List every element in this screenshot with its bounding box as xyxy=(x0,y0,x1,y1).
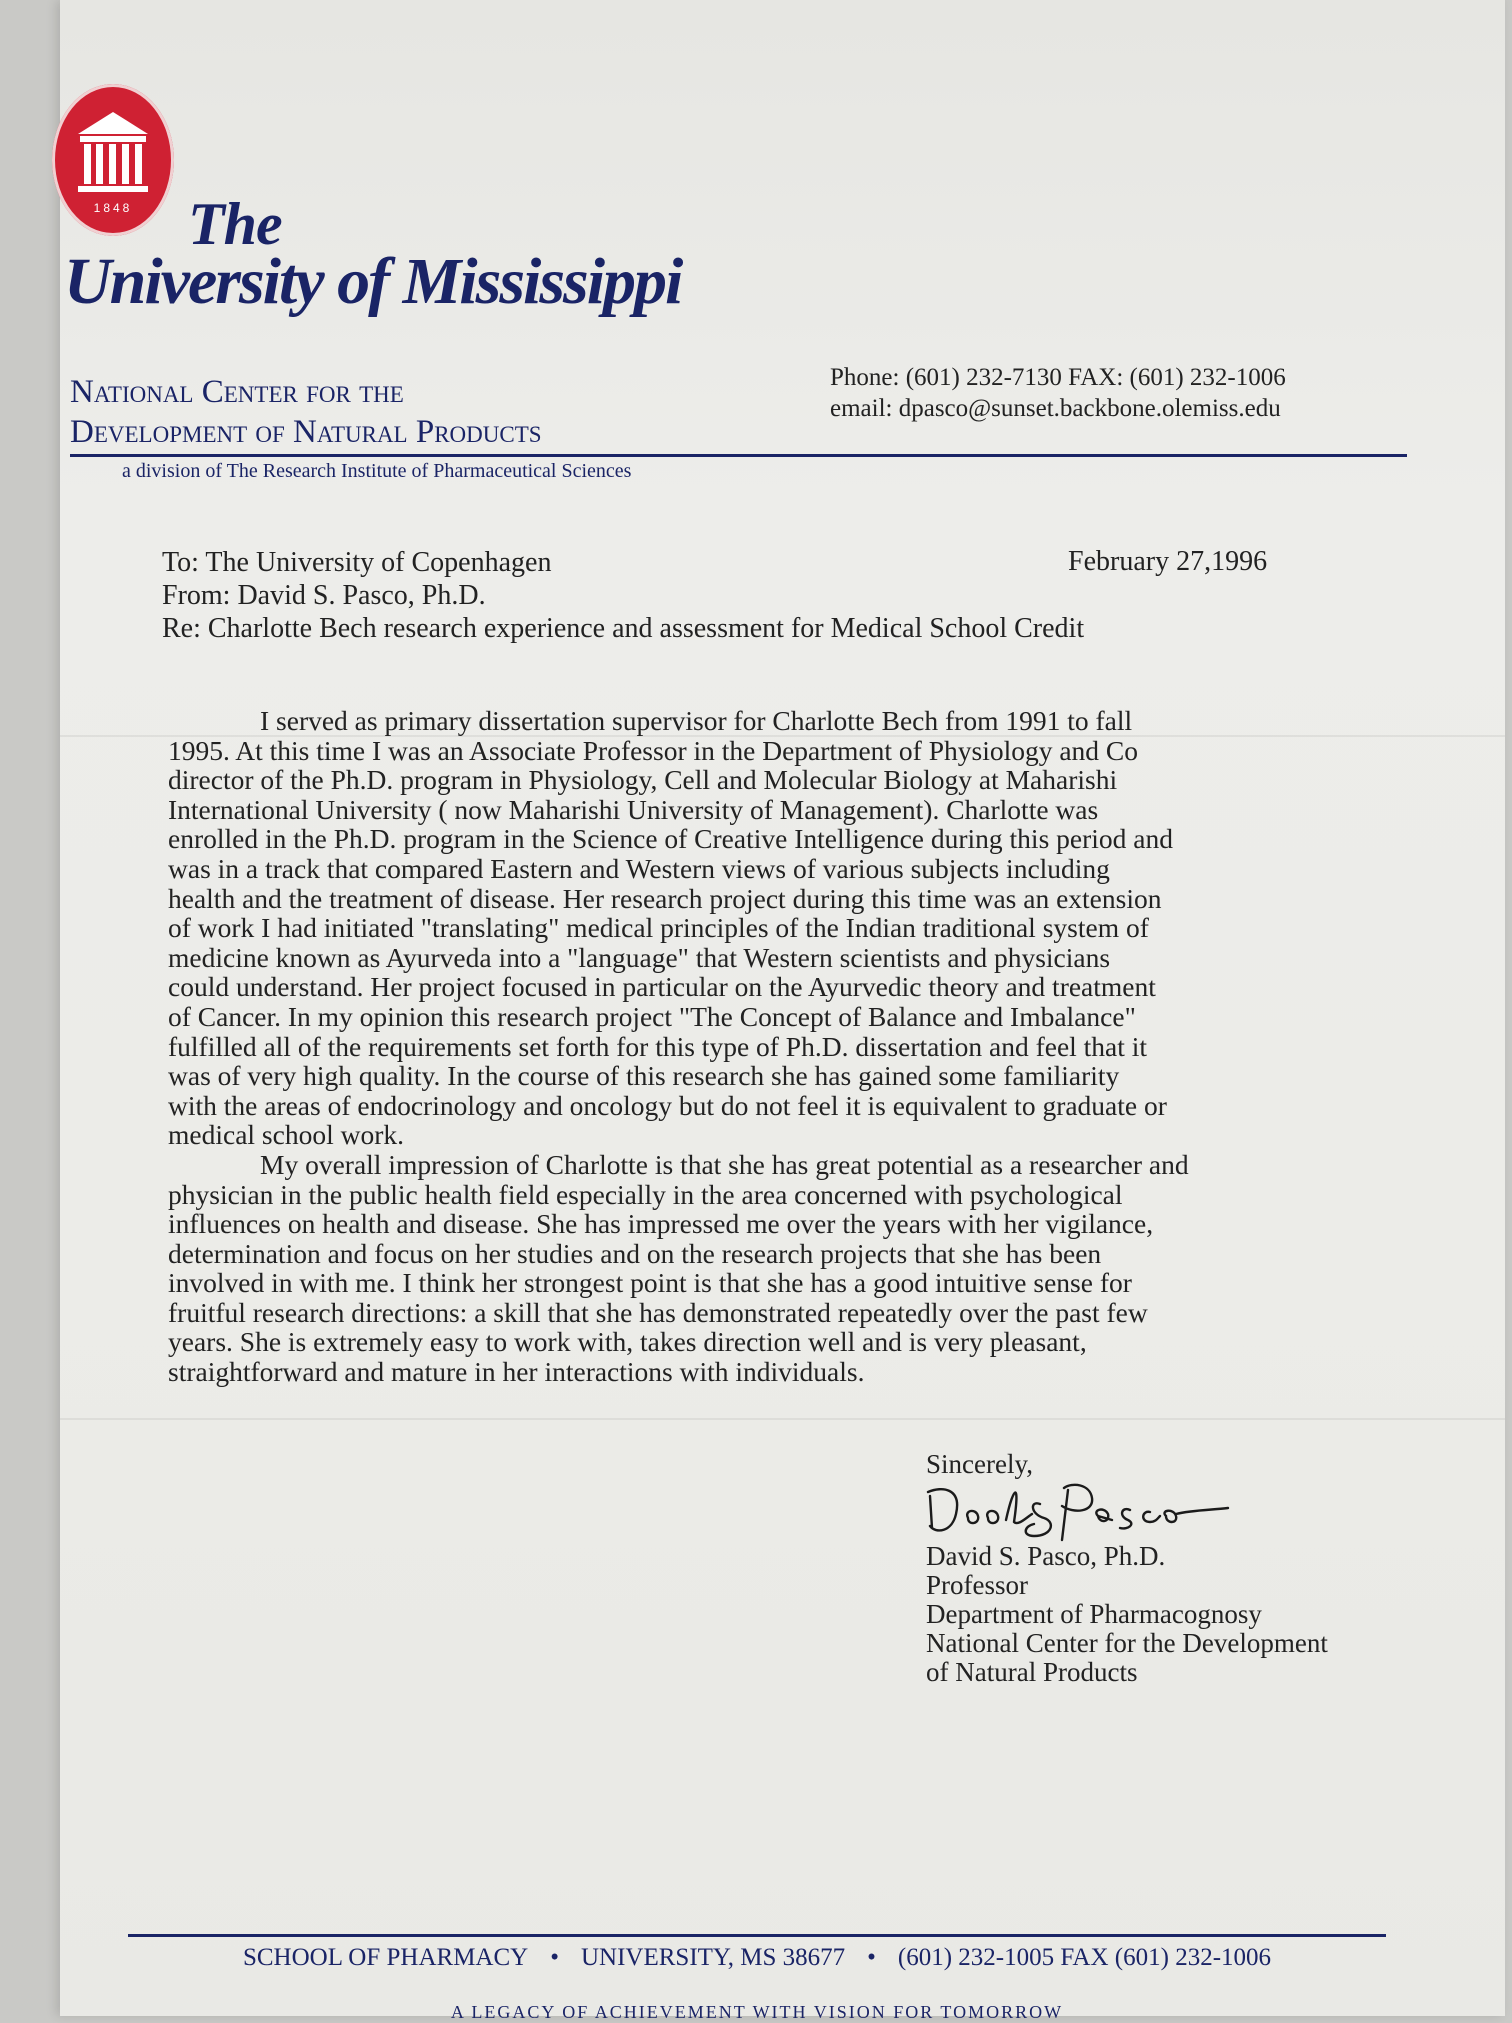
body-line: medical school work. xyxy=(168,1119,404,1151)
body-line: medicine known as Ayurveda into a "language" that Western scientists and physicians xyxy=(168,941,1111,973)
body-line: director of the Ph.D. program in Physiology, Cell and Molecular Biology at Maharishi xyxy=(168,764,1118,796)
footer-rule xyxy=(128,1934,1386,1937)
memo-from: From: David S. Pasco, Ph.D. xyxy=(162,580,486,611)
center-name xyxy=(70,372,542,452)
letter-date: February 27,1996 xyxy=(1068,546,1268,577)
signer-block xyxy=(926,1542,1328,1687)
footer-phone: (601) 232-1005 FAX (601) 232-1006 xyxy=(897,1944,1272,1971)
memo-header xyxy=(162,546,1084,645)
footer-city: UNIVERSITY, MS 38677 xyxy=(580,1944,846,1971)
signer-name: David S. Pasco, Ph.D. xyxy=(926,1541,1166,1571)
division-line: a division of The Research Institute of Pharmaceutical Sciences xyxy=(122,460,632,482)
body-line: influences on health and disease. She has impressed me over the years with her vigilance, xyxy=(168,1208,1154,1240)
body-line: years. She is extremely easy to work with, takes direction well and is very pleasant, xyxy=(168,1326,1087,1358)
center-name-line: National Center for the xyxy=(70,374,404,410)
closing-salutation: Sincerely, xyxy=(926,1449,1033,1479)
university-seal-icon xyxy=(52,84,174,236)
body-line: straightforward and mature in her interactions with individuals. xyxy=(168,1356,865,1388)
bullet-separator: • xyxy=(550,1944,559,1971)
body-line: was in a track that compared Eastern and Western views of various subjects including xyxy=(168,852,1110,884)
phone-line: Phone: (601) 232-7130 FAX: (601) 232-1006 xyxy=(830,364,1286,391)
contact-info xyxy=(830,362,1286,424)
body-line: fulfilled all of the requirements set forth for this type of Ph.D. dissertation and feel that it xyxy=(168,1030,1148,1062)
email-line: email: dpasco@sunset.backbone.olemiss.edu xyxy=(830,395,1281,422)
handwritten-signature xyxy=(922,1474,1232,1548)
signer-org: of Natural Products xyxy=(926,1657,1138,1687)
body-line: fruitful research directions: a skill that she has demonstrated repeatedly over the past few xyxy=(168,1296,1148,1328)
center-name-line: Development of Natural Products xyxy=(70,414,542,450)
body-line: 1995. At this time I was an Associate Professor in the Department of Physiology and Co xyxy=(168,734,1139,766)
footer-school: SCHOOL OF PHARMACY xyxy=(242,1944,529,1971)
brand-the: The xyxy=(188,191,282,257)
body-line: enrolled in the Ph.D. program in the Science of Creative Intelligence during this period and xyxy=(168,823,1173,855)
memo-to: To: The University of Copenhagen xyxy=(162,547,552,578)
body-line: with the areas of endocrinology and oncology but do not feel it is equivalent to graduate or xyxy=(168,1089,1167,1121)
body-line: determination and focus on her studies and on the research projects that she has been xyxy=(168,1237,1102,1269)
body-line: International University ( now Maharishi University of Management). Charlotte was xyxy=(168,793,1099,825)
footer-tagline: A LEGACY OF ACHIEVEMENT WITH VISION FOR TOMORROW xyxy=(450,2002,1064,2022)
signer-department: Department of Pharmacognosy xyxy=(926,1599,1262,1629)
body-line: of work I had initiated "translating" medical principles of the Indian traditional system of xyxy=(168,912,1149,944)
seal-year: 1848 xyxy=(93,201,133,215)
body-line: I served as primary dissertation supervisor for Charlotte Bech from 1991 to fall xyxy=(260,705,1133,736)
header-rule xyxy=(70,454,1407,457)
paper-fold-line xyxy=(60,1418,1505,1420)
body-line: of Cancer. In my opinion this research project "The Concept of Balance and Imbalance" xyxy=(168,1000,1136,1032)
signer-title: Professor xyxy=(926,1570,1028,1600)
memo-re: Re: Charlotte Bech research experience and assessment for Medical School Credit xyxy=(162,613,1085,644)
letter-page xyxy=(60,0,1505,2022)
body-line: physician in the public health field especially in the area concerned with psychological xyxy=(168,1178,1123,1210)
body-line: health and the treatment of disease. Her research project during this time was an extension xyxy=(168,882,1162,914)
body-line: involved in with me. I think her strongest point is that she has a good intuitive sense for xyxy=(168,1267,1132,1299)
body-line: was of very high quality. In the course of this research she has gained some familiarity xyxy=(168,1060,1120,1092)
body-line: My overall impression of Charlotte is that she has great potential as a researcher and xyxy=(260,1148,1189,1180)
letter-body xyxy=(168,706,1302,1387)
body-line: could understand. Her project focused in particular on the Ayurvedic theory and treatment xyxy=(168,971,1156,1003)
signer-org: National Center for the Development xyxy=(926,1628,1328,1658)
brand-university: University of Mississippi xyxy=(64,245,682,318)
bullet-separator: • xyxy=(867,1944,876,1971)
footer-address xyxy=(128,1944,1386,1972)
